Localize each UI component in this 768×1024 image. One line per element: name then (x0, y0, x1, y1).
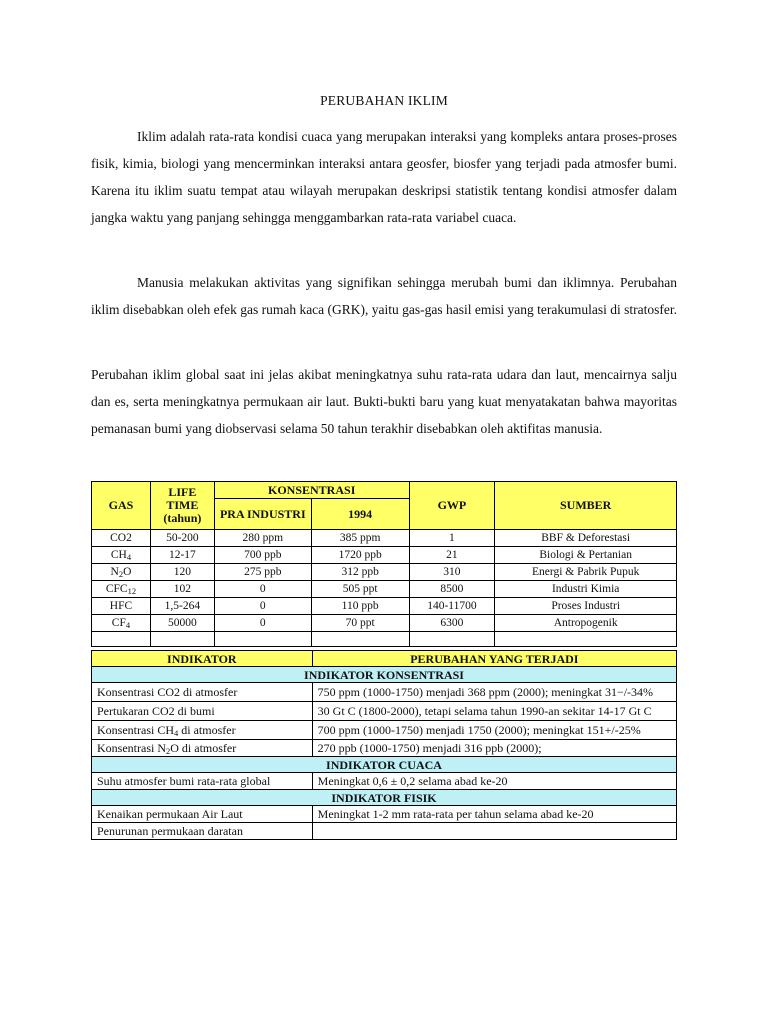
year-1994-header: 1994 (311, 499, 409, 530)
gas-cell: HFC (92, 598, 151, 615)
pra-cell: 700 ppb (214, 547, 311, 564)
perubahan-cell: 750 ppm (1000-1750) menjadi 368 ppm (2000); meningkat 31−/-34% (312, 683, 676, 702)
lifetime-cell: 12-17 (150, 547, 214, 564)
perubahan-cell: 700 ppm (1000-1750) menjadi 1750 (2000); meningkat 151+/-25% (312, 721, 676, 740)
indikator-cell: Konsentrasi $N_2O$ di atmosfer (92, 740, 313, 757)
gwp-cell: 140-11700 (409, 598, 495, 615)
perubahan-cell: Meningkat 0,6 ± 0,2 selama abad ke-20 (312, 773, 676, 790)
indikator-header: INDIKATOR (92, 651, 313, 667)
table-row (92, 581, 677, 598)
y1994-cell: 505 ppt (311, 581, 409, 598)
gwp-cell: 1 (409, 530, 495, 547)
table-row (92, 823, 677, 840)
y1994-cell: 312 ppb (311, 564, 409, 581)
gas-cell: CO2 (92, 530, 151, 547)
lifetime-cell: 120 (150, 564, 214, 581)
gwp-cell: 6300 (409, 615, 495, 632)
section-title-fisik: INDIKATOR FISIK (92, 790, 677, 806)
pra-industri-header: PRA INDUSTRI (214, 499, 311, 530)
gas-header: GAS (92, 482, 151, 530)
gas-table (91, 481, 677, 647)
perubahan-cell: Meningkat 1-2 mm rata-rata per tahun selama abad ke-20 (312, 806, 676, 823)
konsentrasi-header: KONSENTRASI (214, 482, 409, 499)
lifetime-cell: 102 (150, 581, 214, 598)
indikator-cell: Kenaikan permukaan Air Laut (92, 806, 313, 823)
lifetime-header: LIFE TIME (tahun) (150, 482, 214, 530)
gas-cell: $CF_4$ (92, 615, 151, 632)
section-title-konsentrasi: INDIKATOR KONSENTRASI (92, 667, 677, 683)
empty-row (92, 632, 677, 647)
pra-cell: 280 ppm (214, 530, 311, 547)
table-row (92, 740, 677, 757)
gas-cell: $CH_4$ (92, 547, 151, 564)
pra-cell: 0 (214, 581, 311, 598)
y1994-cell: 70 ppt (311, 615, 409, 632)
table-row (92, 615, 677, 632)
gwp-cell: 21 (409, 547, 495, 564)
indikator-cell: Konsentrasi CO2 di atmosfer (92, 683, 313, 702)
sumber-cell: Biologi & Pertanian (495, 547, 677, 564)
lifetime-cell: 50000 (150, 615, 214, 632)
table-row (92, 598, 677, 615)
perubahan-header: PERUBAHAN YANG TERJADI (312, 651, 676, 667)
table-row (92, 806, 677, 823)
indikator-cell: Konsentrasi $CH_4$ di atmosfer (92, 721, 313, 740)
table-row (92, 773, 677, 790)
gwp-header: GWP (409, 482, 495, 530)
paragraph-2: Manusia melakukan aktivitas yang signifikan sehingga merubah bumi dan iklimnya. Perubahan iklim disebabkan oleh efek gas rumah kaca (GRK), yaitu gas-gas hasil emisi yang terakumulasi di stratosfer. (91, 275, 677, 317)
page-title: PERUBAHAN IKLIM (320, 93, 448, 108)
pra-cell: 0 (214, 598, 311, 615)
indikator-cell: Penurunan permukaan daratan (92, 823, 313, 840)
indikator-cell: Pertukaran CO2 di bumi (92, 702, 313, 721)
pra-cell: 275 ppb (214, 564, 311, 581)
table-row (92, 683, 677, 702)
lifetime-cell: 50-200 (150, 530, 214, 547)
gas-cell: $N_2O$ (92, 564, 151, 581)
table-row (92, 547, 677, 564)
gwp-cell: 8500 (409, 581, 495, 598)
table-row (92, 702, 677, 721)
pra-cell: 0 (214, 615, 311, 632)
perubahan-cell: 270 ppb (1000-1750) menjadi 316 ppb (2000); (312, 740, 676, 757)
gwp-cell: 310 (409, 564, 495, 581)
indikator-cell: Suhu atmosfer bumi rata-rata global (92, 773, 313, 790)
y1994-cell: 110 ppb (311, 598, 409, 615)
table-row (92, 721, 677, 740)
sumber-cell: Antropogenik (495, 615, 677, 632)
perubahan-cell: 30 Gt C (1800-2000), tetapi selama tahun 1990-an sekitar 14-17 Gt C (312, 702, 676, 721)
section-title-cuaca: INDIKATOR CUACA (92, 757, 677, 773)
indicator-table (91, 650, 677, 840)
y1994-cell: 1720 ppb (311, 547, 409, 564)
y1994-cell: 385 ppm (311, 530, 409, 547)
paragraph-3: Perubahan iklim global saat ini jelas akibat meningkatnya suhu rata-rata udara dan laut, mencairnya salju dan es, serta meningkatnya permukaan air laut. Bukti-bukti baru yang kuat menyatakatan bahwa mayoritas pemanasan bumi yang diobservasi selama 50 tahun terakhir disebabkan oleh aktifitas manusia. (91, 367, 677, 436)
sumber-cell: Proses Industri (495, 598, 677, 615)
lifetime-cell: 1,5-264 (150, 598, 214, 615)
table-row (92, 530, 677, 547)
sumber-header: SUMBER (495, 482, 677, 530)
sumber-cell: BBF & Deforestasi (495, 530, 677, 547)
paragraph-1: Iklim adalah rata-rata kondisi cuaca yang merupakan interaksi yang kompleks antara proses-proses fisik, kimia, biologi yang mencerminkan interaksi antara geosfer, biosfer yang terjadi pada atmosfer bumi. Karena itu iklim suatu tempat atau wilayah merupakan deskripsi statistik tentang kondisi atmosfer dalam jangka waktu yang panjang sehingga menggambarkan rata-rata variabel cuaca. (91, 129, 677, 225)
gas-cell: $CFC_{12}$ (92, 581, 151, 598)
sumber-cell: Energi & Pabrik Pupuk (495, 564, 677, 581)
perubahan-cell (312, 823, 676, 840)
table-row (92, 564, 677, 581)
sumber-cell: Industri Kimia (495, 581, 677, 598)
